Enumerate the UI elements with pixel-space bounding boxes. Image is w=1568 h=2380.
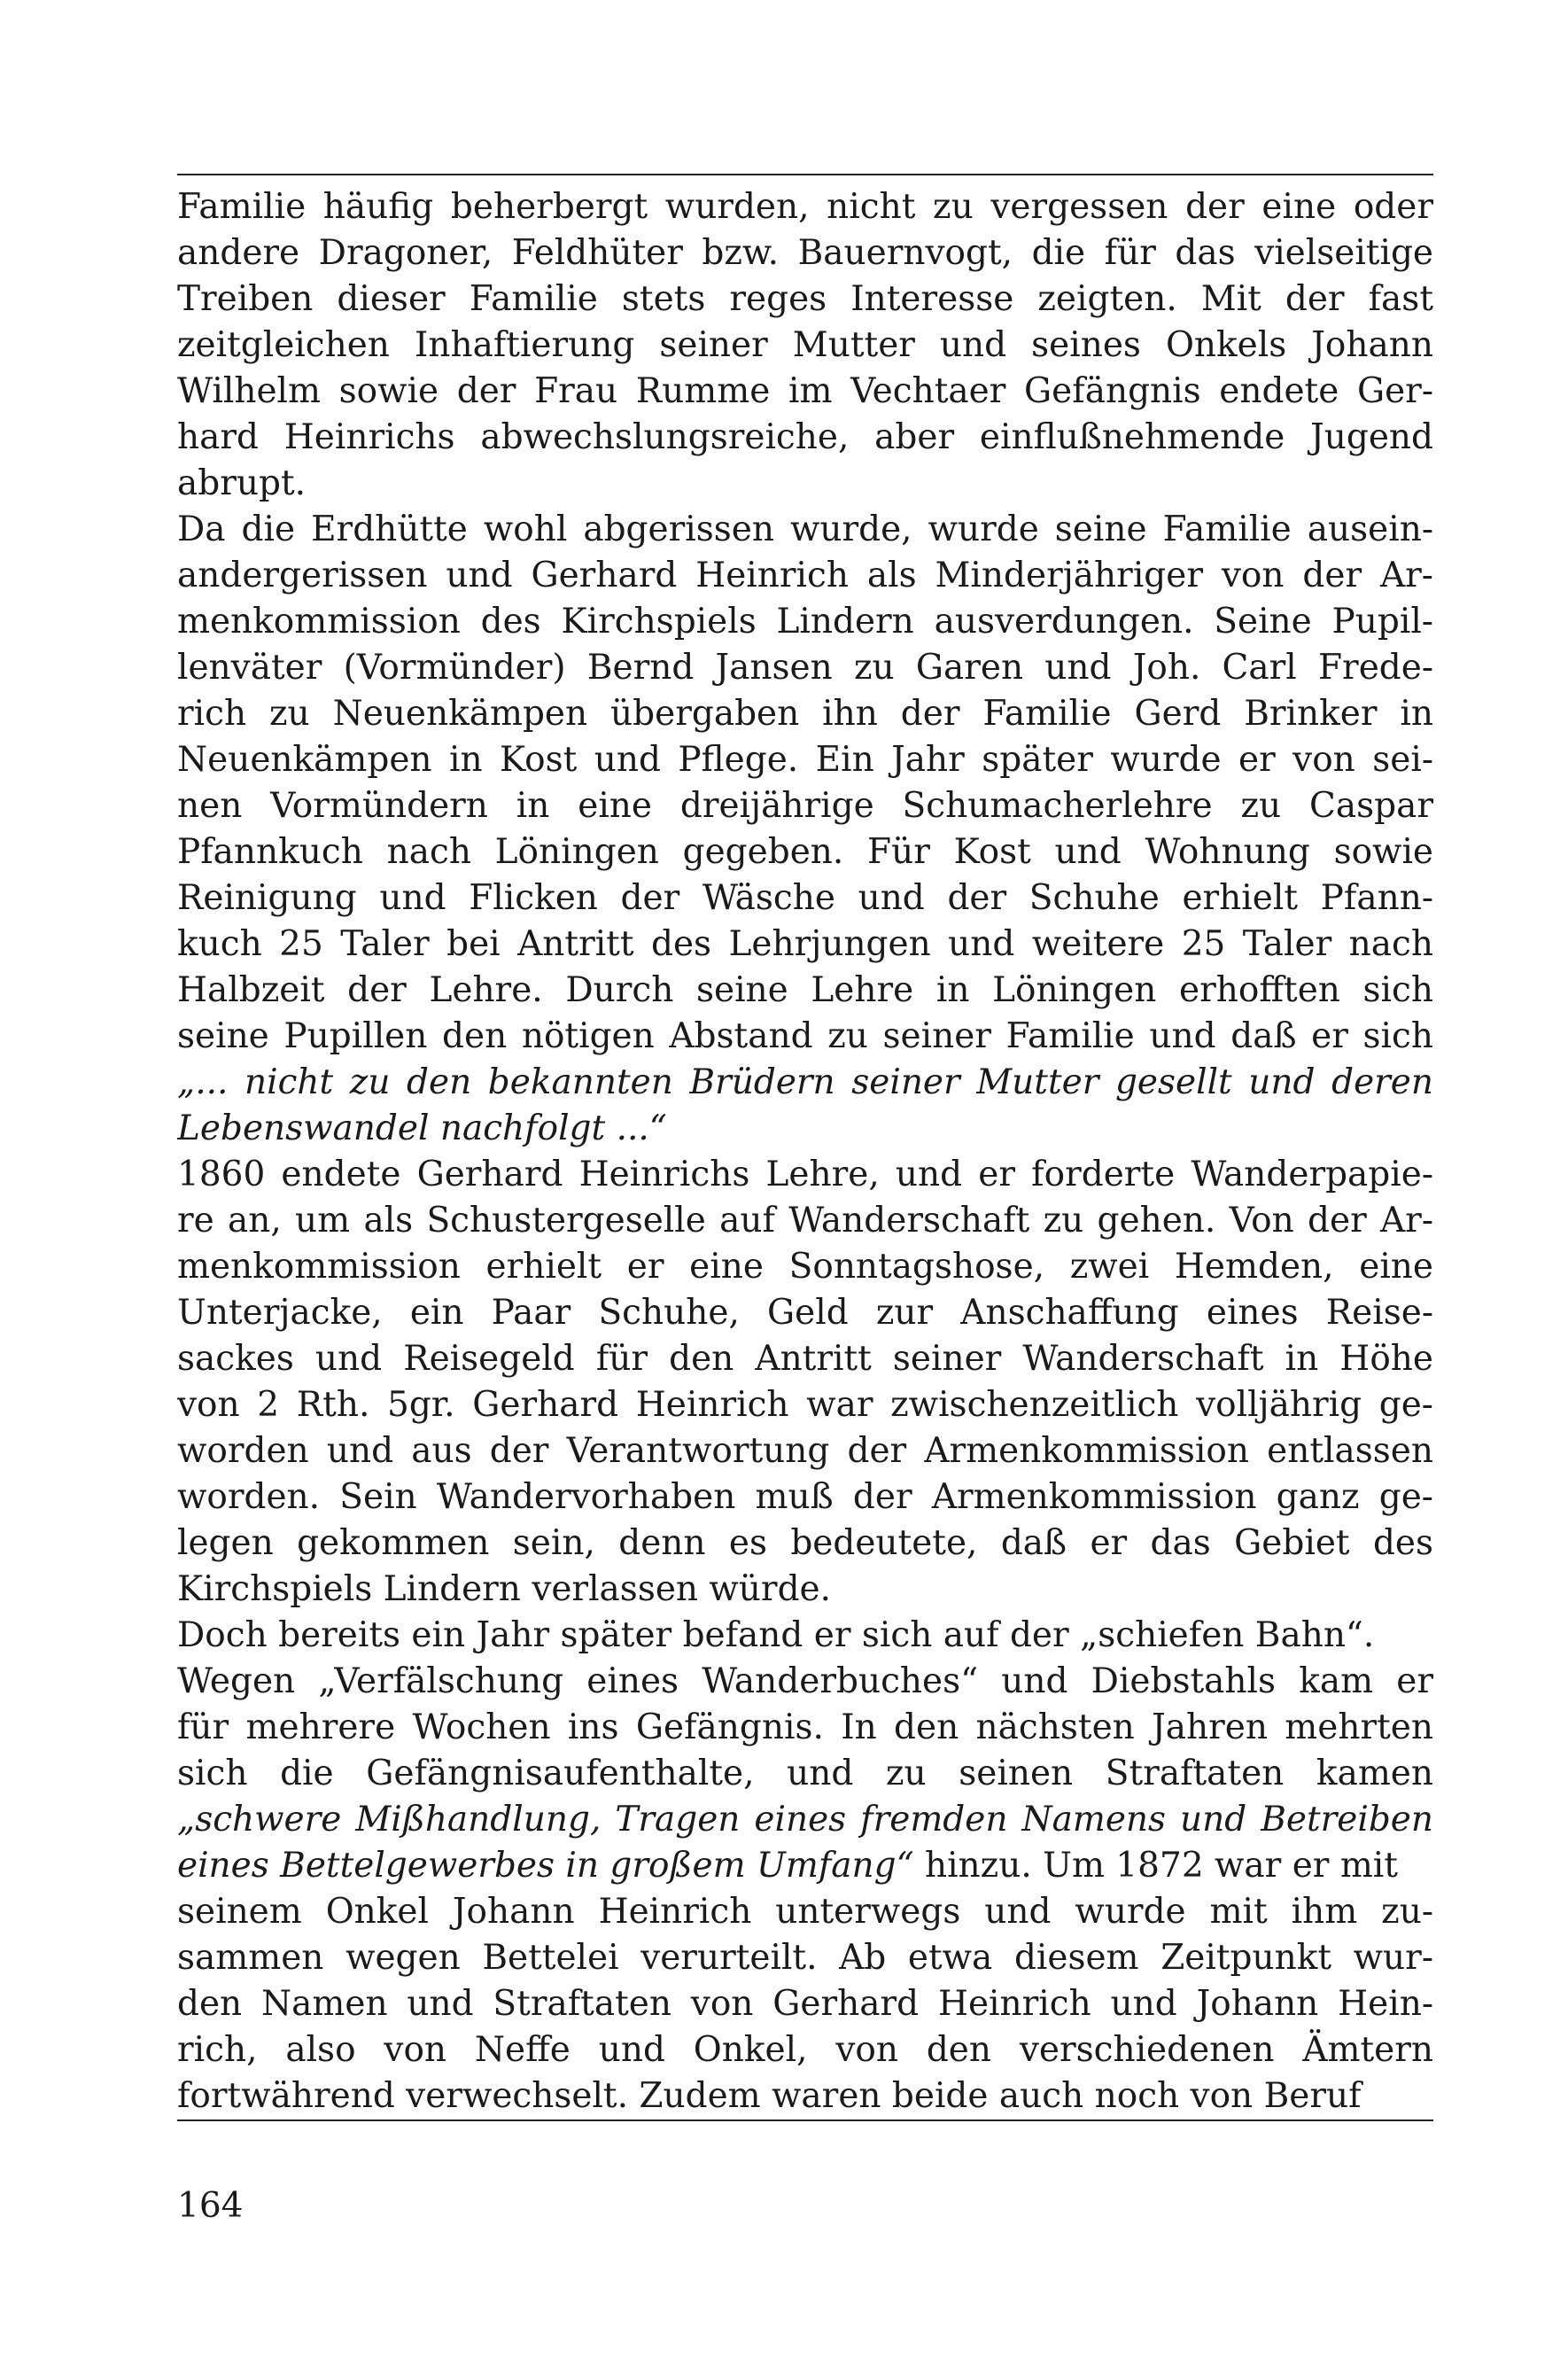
text-line: hard Heinrichs abwechslungsreiche, aber einflußnehmende Jugend xyxy=(177,417,1433,457)
text-line: sich die Gefängnisaufenthalte, und zu seinen Straftaten kamen xyxy=(177,1754,1433,1793)
text-line: kuch 25 Taler bei Antritt des Lehrjungen und weitere 25 Taler nach xyxy=(177,924,1433,964)
text-line: den Namen und Straftaten von Gerhard Heinrich und Johann Hein- xyxy=(177,1984,1433,2024)
text-line: andere Dragoner, Feldhüter bzw. Bauernvogt, die für das vielseitige xyxy=(177,233,1433,273)
text-line: re an, um als Schustergeselle auf Wanderschaft zu gehen. Von der Ar- xyxy=(177,1201,1433,1241)
page-number: 164 xyxy=(177,2186,244,2226)
text-line: legen gekommen sein, denn es bedeutete, daß er das Gebiet des xyxy=(177,1523,1433,1563)
text-line: 1860 endete Gerhard Heinrichs Lehre, und er forderte Wanderpapie- xyxy=(177,1155,1433,1194)
text-line: Doch bereits ein Jahr später befand er sich auf der „schiefen Bahn“. xyxy=(177,1615,1375,1655)
mixed-line xyxy=(177,1843,1433,1889)
text-line: lenväter (Vormünder) Bernd Jansen zu Garen und Joh. Carl Frede- xyxy=(177,648,1433,688)
body-text xyxy=(177,184,1433,2119)
text-line: Kirchspiels Lindern verlassen würde. xyxy=(177,1569,832,1609)
text-line: fortwährend verwechselt. Zudem waren beide auch noch von Beruf xyxy=(177,2076,1362,2116)
text-line: von 2 Rth. 5gr. Gerhard Heinrich war zwischenzeitlich volljährig ge- xyxy=(177,1385,1433,1425)
text-line: sammen wegen Bettelei verurteilt. Ab etwa diesem Zeitpunkt wur- xyxy=(177,1938,1433,1978)
text-line: worden. Sein Wandervorhaben muß der Armenkommission ganz ge- xyxy=(177,1477,1433,1517)
text-line: Reinigung und Flicken der Wäsche und der Schuhe erhielt Pfann- xyxy=(177,878,1433,918)
text-line: rich, also von Neffe und Onkel, von den verschiedenen Ämtern xyxy=(177,2030,1433,2070)
text-line: Wegen „Verfälschung eines Wanderbuches“ und Diebstahls kam er xyxy=(177,1661,1433,1701)
quote-line: „schwere Mißhandlung, Tragen eines fremden Namens und Betreiben xyxy=(177,1800,1433,1839)
text-line: menkommission des Kirchspiels Lindern ausverdungen. Seine Pupil- xyxy=(177,602,1433,642)
text-line: zeitgleichen Inhaftierung seiner Mutter und seines Onkels Johann xyxy=(177,325,1433,365)
text-line: Halbzeit der Lehre. Durch seine Lehre in Löningen erhofften sich xyxy=(177,970,1433,1010)
text-fragment: hinzu. Um 1872 war er mit xyxy=(913,1846,1398,1886)
text-line: Familie häufig beherbergt wurden, nicht zu vergessen der eine oder xyxy=(177,187,1433,227)
text-line: sackes und Reisegeld für den Antritt seiner Wanderschaft in Höhe xyxy=(177,1339,1433,1379)
text-line: abrupt. xyxy=(177,463,307,503)
text-line: Treiben dieser Familie stets reges Interesse zeigten. Mit der fast xyxy=(177,279,1433,319)
text-line: rich zu Neuenkämpen übergaben ihn der Familie Gerd Brinker in xyxy=(177,694,1433,734)
top-rule xyxy=(177,174,1433,175)
text-line: Unterjacke, ein Paar Schuhe, Geld zur Anschaffung eines Reise- xyxy=(177,1293,1433,1333)
text-line: Da die Erdhütte wohl abgerissen wurde, wurde seine Familie ausein- xyxy=(177,509,1433,549)
text-line: für mehrere Wochen ins Gefängnis. In den nächsten Jahren mehrten xyxy=(177,1707,1433,1747)
quote-line: Lebenswandel nachfolgt ...“ xyxy=(177,1108,667,1148)
bottom-rule xyxy=(177,2119,1433,2121)
text-line: nen Vormündern in eine dreijährige Schumacherlehre zu Caspar xyxy=(177,786,1433,826)
text-line: Neuenkämpen in Kost und Pflege. Ein Jahr später wurde er von sei- xyxy=(177,740,1433,780)
text-line: seinem Onkel Johann Heinrich unterwegs und wurde mit ihm zu- xyxy=(177,1892,1433,1932)
text-line: menkommission erhielt er eine Sonntagshose, zwei Hemden, eine xyxy=(177,1247,1433,1287)
quote-fragment: eines Bettelgewerbes in großem Umfang“ xyxy=(177,1846,914,1886)
text-line: Wilhelm sowie der Frau Rumme im Vechtaer Gefängnis endete Ger- xyxy=(177,371,1433,411)
text-line: worden und aus der Verantwortung der Armenkommission entlassen xyxy=(177,1431,1433,1471)
text-line: seine Pupillen den nötigen Abstand zu seiner Familie und daß er sich xyxy=(177,1016,1433,1056)
quote-line: „... nicht zu den bekannten Brüdern seiner Mutter gesellt und deren xyxy=(177,1062,1433,1102)
text-line: andergerissen und Gerhard Heinrich als Minderjähriger von der Ar- xyxy=(177,556,1433,595)
text-line: Pfannkuch nach Löningen gegeben. Für Kost und Wohnung sowie xyxy=(177,832,1433,872)
